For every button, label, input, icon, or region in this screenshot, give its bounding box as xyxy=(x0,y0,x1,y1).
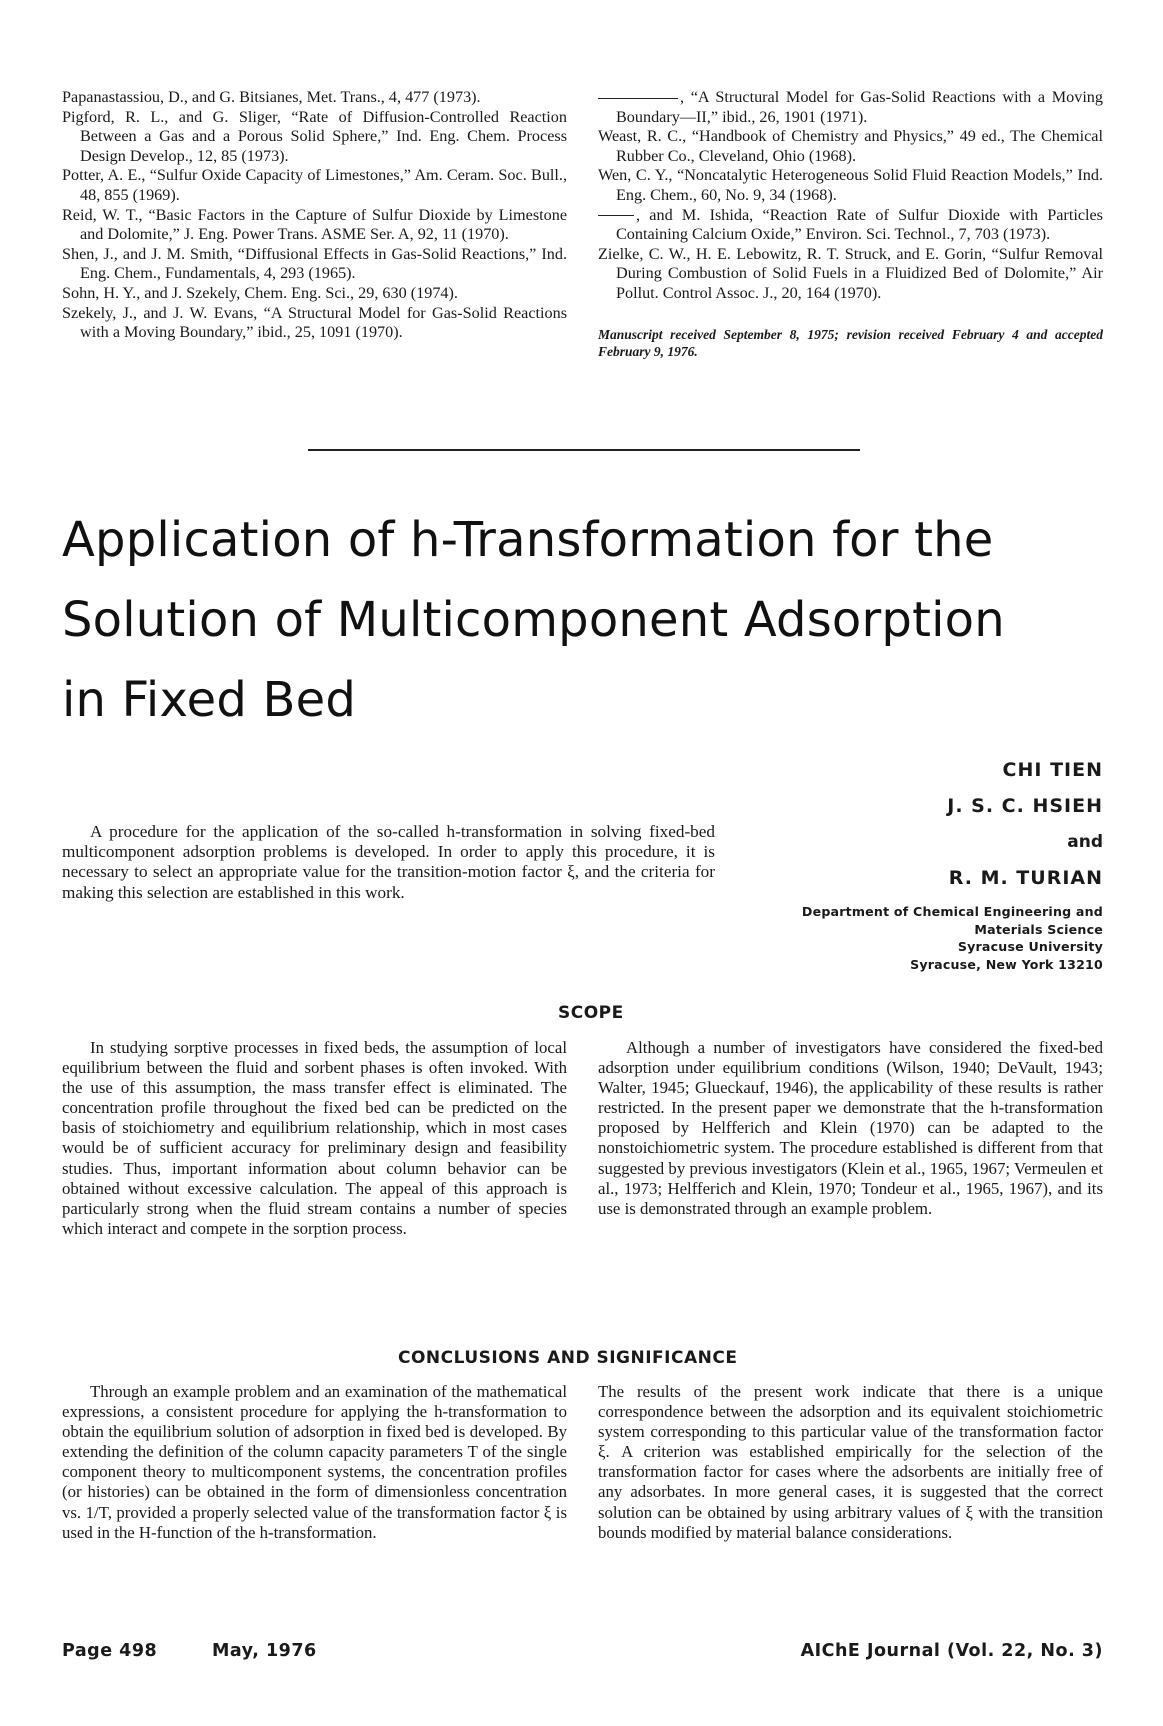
conclusions-text-left: Through an example problem and an examination of the mathematical expressions, a consistent procedure for applying the h-transformation to obtain the equilibrium solution of adsorption in fixed bed is developed. By extending the definition of the column capacity parameters T of the single component theory to multicomponent systems, the concentration profiles (or histories) can be obtained in the form of dimensionless concentration vs. 1/T, provided a properly selected value of the transformation factor ξ is used in the H-function of the h-transformation. xyxy=(62,1382,567,1542)
article-title xyxy=(62,500,1102,740)
reference-entry: Papanastassiou, D., and G. Bitsianes, Met. Trans., 4, 477 (1973). xyxy=(62,88,481,106)
manuscript-note: Manuscript received September 8, 1975; revision received February 4 and accepted February 9, 1976. xyxy=(598,326,1103,359)
scope-heading: SCOPE xyxy=(558,1003,624,1023)
reference-entry: Sohn, H. Y., and J. Szekely, Chem. Eng. Sci., 29, 630 (1974). xyxy=(62,283,458,302)
affiliation-line: Syracuse, New York 13210 xyxy=(910,956,1103,972)
reference-entry xyxy=(598,206,1103,245)
title-line: Application of h-Transformation for the xyxy=(62,512,994,568)
affiliation-line: Syracuse University xyxy=(957,939,1103,954)
title-line: in Fixed Bed xyxy=(62,672,356,728)
abstract: A procedure for the application of the so-called h-transformation in solving fixed-bed multicomponent adsorption problems is developed. In order to apply this procedure, it is necessary to select an appropriate value for the transition-motion factor ξ, and the criteria for making this selection are established in this work. xyxy=(62,822,715,902)
conclusions-text-right: The results of the present work indicate that there is a unique correspondence between the adsorption and its equivalent stoichiometric system corresponding to this particular value of the transformation factor ξ. A criterion was established empirically for the selection of the transformation factor for cases where the adsorbents are initially free of any adsorbates. In more general cases, it is suggested that the correct solution can be obtained by using arbitrary values of ξ with the transition bounds modified by material balance considerations. xyxy=(598,1382,1103,1542)
reference-entry: Pigford, R. L., and G. Sliger, “Rate of Diffusion-Controlled Reaction Between a Gas and a Porous Solid Sphere,” Ind. Eng. Chem. Process Design Develop., 12, 85 (1973). xyxy=(62,107,567,165)
scope-text-right: Although a number of investigators have considered the fixed-bed adsorption under equilibrium conditions (Wilson, 1940; DeVault, 1943; Walter, 1945; Glueckauf, 1946), the applicability of these results is rather restricted. In the present paper we demonstrate that the h-transformation proposed by Helfferich and Klein (1970) can be adapted to the nonstoichiometric system. The procedure established is different from that suggested by previous investigators (Klein et al., 1965, 1967; Vermeulen et al., 1973; Helfferich and Klein, 1970; Tondeur et al., 1965, 1967), and its use is demonstrated through an example problem. xyxy=(598,1038,1103,1218)
author-name: CHI TIEN xyxy=(1002,759,1103,781)
reference-entry: Wen, C. Y., “Noncatalytic Heterogeneous Solid Fluid Reaction Models,” Ind. Eng. Chem., 60, No. 9, 34 (1968). xyxy=(598,166,1103,204)
reference-entry: Szekely, J., and J. W. Evans, “A Structural Model for Gas-Solid Reactions with a Moving Boundary,” ibid., 25, 1091 (1970). xyxy=(62,303,567,342)
conclusions-heading: CONCLUSIONS AND SIGNIFICANCE xyxy=(398,1348,738,1368)
ditto-dash xyxy=(598,215,634,216)
reference-entry: Potter, A. E., “Sulfur Oxide Capacity of Limestones,” Am. Ceram. Soc. Bull., 48, 855 (1969). xyxy=(62,166,567,204)
affiliation-line: Materials Science xyxy=(974,921,1103,937)
author-block xyxy=(773,759,1103,973)
affiliation xyxy=(773,903,1103,973)
author-conjunction: and xyxy=(1067,832,1103,852)
reference-entry: Weast, R. C., “Handbook of Chemistry and Physics,” 49 ed., The Chemical Rubber Co., Cleveland, Ohio (1968). xyxy=(598,127,1103,165)
page-number: Page 498 xyxy=(62,1641,158,1661)
author-name: J. S. C. HSIEH xyxy=(947,795,1103,817)
scope-text-left: In studying sorptive processes in fixed beds, the assumption of local equilibrium between the fluid and sorbent phases is often invoked. With the use of this assumption, the mass transfer effect is eliminated. The concentration profile throughout the fixed bed can be predicted on the basis of stoichiometry and equilibrium relationship, which in most cases would be of sufficient accuracy for preliminary design and feasibility studies. Thus, important information about column behavior can be obtained without excessive calculation. The appeal of this approach is particularly strong when the fluid stream contains a number of species which interact and compete in the sorption process. xyxy=(62,1038,567,1238)
journal-name: AIChE Journal (Vol. 22, No. 3) xyxy=(800,1641,1103,1661)
ditto-dash xyxy=(598,98,678,99)
reference-entry: Shen, J., and J. M. Smith, “Diffusional Effects in Gas-Solid Reactions,” Ind. Eng. Chem., Fundamentals, 4, 293 (1965). xyxy=(62,244,567,283)
references-left xyxy=(62,88,567,343)
reference-text: , “A Structural Model for Gas-Solid Reactions with a Moving Boundary—II,” ibid., 26, 1901 (1971). xyxy=(616,88,1103,126)
references-right xyxy=(598,88,1103,373)
reference-entry: Zielke, C. W., H. E. Lebowitz, R. T. Struck, and E. Gorin, “Sulfur Removal During Combustion of Solid Fuels in a Fluidized Bed of Dolomite,” Air Pollut. Control Assoc. J., 20, 164 (1970). xyxy=(598,244,1103,302)
reference-entry xyxy=(598,88,1103,127)
affiliation-line: Department of Chemical Engineering and xyxy=(801,904,1103,919)
author-name: R. M. TURIAN xyxy=(948,867,1103,889)
divider-rule xyxy=(308,449,860,451)
reference-text: , and M. Ishida, “Reaction Rate of Sulfur Dioxide with Particles Containing Calcium Oxide,” Environ. Sci. Technol., 7, 703 (1973). xyxy=(616,205,1103,244)
issue-date: May, 1976 xyxy=(212,1641,317,1661)
reference-entry: Reid, W. T., “Basic Factors in the Capture of Sulfur Dioxide by Limestone and Dolomite,” J. Eng. Power Trans. ASME Ser. A, 92, 11 (1970). xyxy=(62,205,567,244)
title-line: Solution of Multicomponent Adsorption xyxy=(62,592,1005,648)
